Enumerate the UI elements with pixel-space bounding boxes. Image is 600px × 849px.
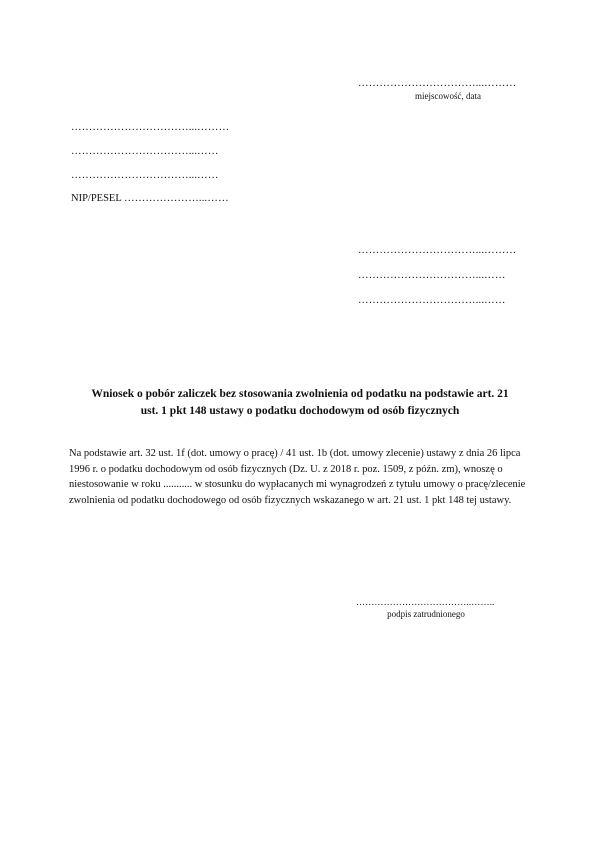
title-line-1: Wniosek o pobór zaliczek bez stosowania zwolnienia od podatku na podstawie art. 21 — [91, 388, 509, 400]
recipient-line-2: ……………………………...…… — [358, 270, 506, 281]
nip-pesel-line: …………………...…… — [124, 193, 229, 204]
document-title — [70, 386, 530, 420]
sender-line-2: ……………………………...…… — [71, 146, 219, 157]
place-date-line: ……………………………...……… — [358, 78, 517, 89]
body-line-4: zwolnienia od podatku dochodowego od osób fizycznych wskazanego w art. 21 ust. 1 pkt 148 tej ustawy. — [69, 494, 512, 506]
body-line-1: Na podstawie art. 32 ust. 1f (dot. umowy o pracę) / 41 ust. 1b (dot. umowy zlecenie) ustawy z dnia 26 lipca — [69, 448, 521, 459]
request-body — [69, 446, 549, 508]
body-line-3: niestosowanie w roku ........... w stosunku do wypłacanych mi wynagrodzeń z tytułu umowy o pracę/zlecenie — [69, 479, 526, 491]
nip-pesel-label: NIP/PESEL — [71, 193, 122, 204]
signature-line: ………………………………..…….. — [356, 597, 495, 607]
recipient-line-3: ……………………………...…… — [358, 295, 506, 306]
sender-line-3: ……………………………...…… — [71, 170, 219, 181]
signature-caption: podpis zatrudnionego — [387, 609, 465, 619]
body-line-2: 1996 r. o podatku dochodowym od osób fizycznych (Dz. U. z 2018 r. poz. 1509, z późn. zm), wnoszę o — [69, 463, 503, 475]
recipient-line-1: ……………………………...……… — [358, 245, 517, 256]
nip-pesel-row — [71, 193, 229, 204]
place-date-caption: miejscowość, data — [415, 91, 481, 101]
title-line-2: ust. 1 pkt 148 ustawy o podatku dochodowym od osób fizycznych — [140, 405, 460, 417]
sender-line-1: ……………………………...……… — [71, 122, 230, 133]
